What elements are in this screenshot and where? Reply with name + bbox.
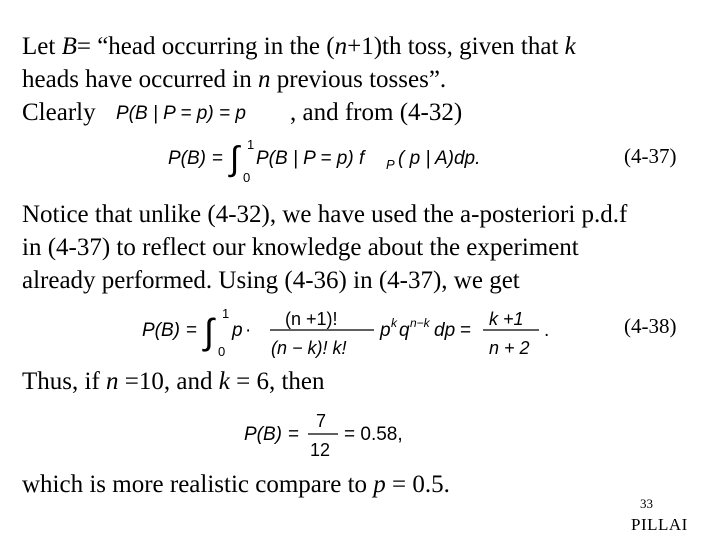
- svg-text:.: .: [544, 320, 550, 341]
- svg-text:12: 12: [310, 440, 331, 460]
- svg-text:∫: ∫: [230, 140, 240, 178]
- text-segment: n: [106, 368, 119, 395]
- svg-text:n + 2: n + 2: [489, 338, 530, 358]
- text-segment: p: [373, 471, 386, 498]
- svg-text:P: P: [386, 157, 395, 172]
- svg-text:( p | A)dp.: ( p | A)dp.: [398, 148, 481, 169]
- equation-4-38: [142, 302, 562, 366]
- svg-text:∫: ∫: [204, 311, 214, 352]
- text-line-3: [22, 98, 96, 128]
- text-segment: k: [564, 33, 576, 60]
- text-segment: B: [61, 33, 77, 60]
- text-segment: heads have occurred in: [22, 66, 258, 93]
- svg-text:=: =: [460, 320, 472, 341]
- svg-text:P(B): P(B): [244, 424, 282, 445]
- text-segment: n: [258, 66, 271, 93]
- svg-text:P(B): P(B): [142, 320, 180, 341]
- svg-text:=: =: [212, 148, 224, 169]
- text-line-7: [22, 367, 325, 397]
- svg-text:=: =: [288, 424, 300, 445]
- svg-text:·: ·: [245, 320, 252, 341]
- svg-text:P(B): P(B): [168, 148, 206, 169]
- svg-text:k +1: k +1: [489, 309, 524, 329]
- svg-text:p: p: [380, 320, 391, 341]
- svg-text:0: 0: [243, 170, 251, 185]
- svg-text:p: p: [232, 320, 243, 341]
- svg-text:k: k: [391, 316, 397, 330]
- svg-text:(n +1)!: (n +1)!: [285, 309, 338, 329]
- equation-number-4-37: (4-37): [624, 144, 677, 168]
- text-segment: = 0.5.: [385, 471, 450, 498]
- text-segment: Notice that unlike (4-32), we have used the a-posteriori p.d.f: [22, 201, 628, 228]
- equation-inline: [116, 103, 246, 125]
- text-line-5: [22, 233, 579, 263]
- svg-text:=: =: [186, 320, 198, 341]
- text-segment: =10, and: [118, 368, 219, 395]
- svg-text:0: 0: [218, 344, 226, 359]
- text-segment: Let: [22, 33, 62, 60]
- text-line-4: [22, 200, 627, 230]
- svg-text:q: q: [399, 320, 410, 341]
- equation-number-4-38: (4-38): [624, 314, 677, 338]
- text-segment: = “head occurring in the (: [76, 33, 335, 60]
- svg-text:= 0.58,: = 0.58,: [344, 424, 403, 445]
- footer-author: PILLAI: [631, 515, 688, 534]
- svg-text:1: 1: [247, 137, 255, 152]
- svg-text:n−k: n−k: [410, 316, 430, 330]
- text-segment: in (4-37) to reflect our knowledge about the experiment: [22, 234, 579, 261]
- page-number: 33: [640, 496, 653, 511]
- text-segment: +1)th toss, given that: [347, 33, 565, 60]
- svg-text:dp: dp: [434, 320, 456, 341]
- equation-inline-text: P(B | P = p) = p: [116, 103, 246, 124]
- text-segment: Clearly: [22, 99, 96, 126]
- text-line-3-tail: [290, 98, 462, 128]
- svg-text:(n − k)! k!: (n − k)! k!: [271, 338, 347, 358]
- text-line-8: [22, 470, 450, 500]
- svg-text:P(B | P = p) f: P(B | P = p) f: [256, 148, 365, 169]
- equation-result: [244, 406, 444, 470]
- text-segment: n: [334, 33, 348, 60]
- svg-text:7: 7: [316, 411, 327, 431]
- text-segment: already performed. Using (4-36) in (4-37), we get: [22, 267, 520, 294]
- text-line-1: [22, 32, 576, 62]
- equation-4-37: [168, 136, 548, 192]
- text-segment: = 6, then: [229, 368, 325, 395]
- text-segment: , and from (4-32): [290, 99, 463, 126]
- text-segment: k: [218, 368, 230, 395]
- text-segment: previous tosses”.: [270, 66, 447, 93]
- text-line-2: [22, 65, 446, 95]
- text-segment: which is more realistic compare to: [22, 471, 374, 498]
- text-segment: Thus, if: [22, 368, 107, 395]
- text-line-6: [22, 266, 520, 296]
- svg-text:1: 1: [222, 306, 230, 321]
